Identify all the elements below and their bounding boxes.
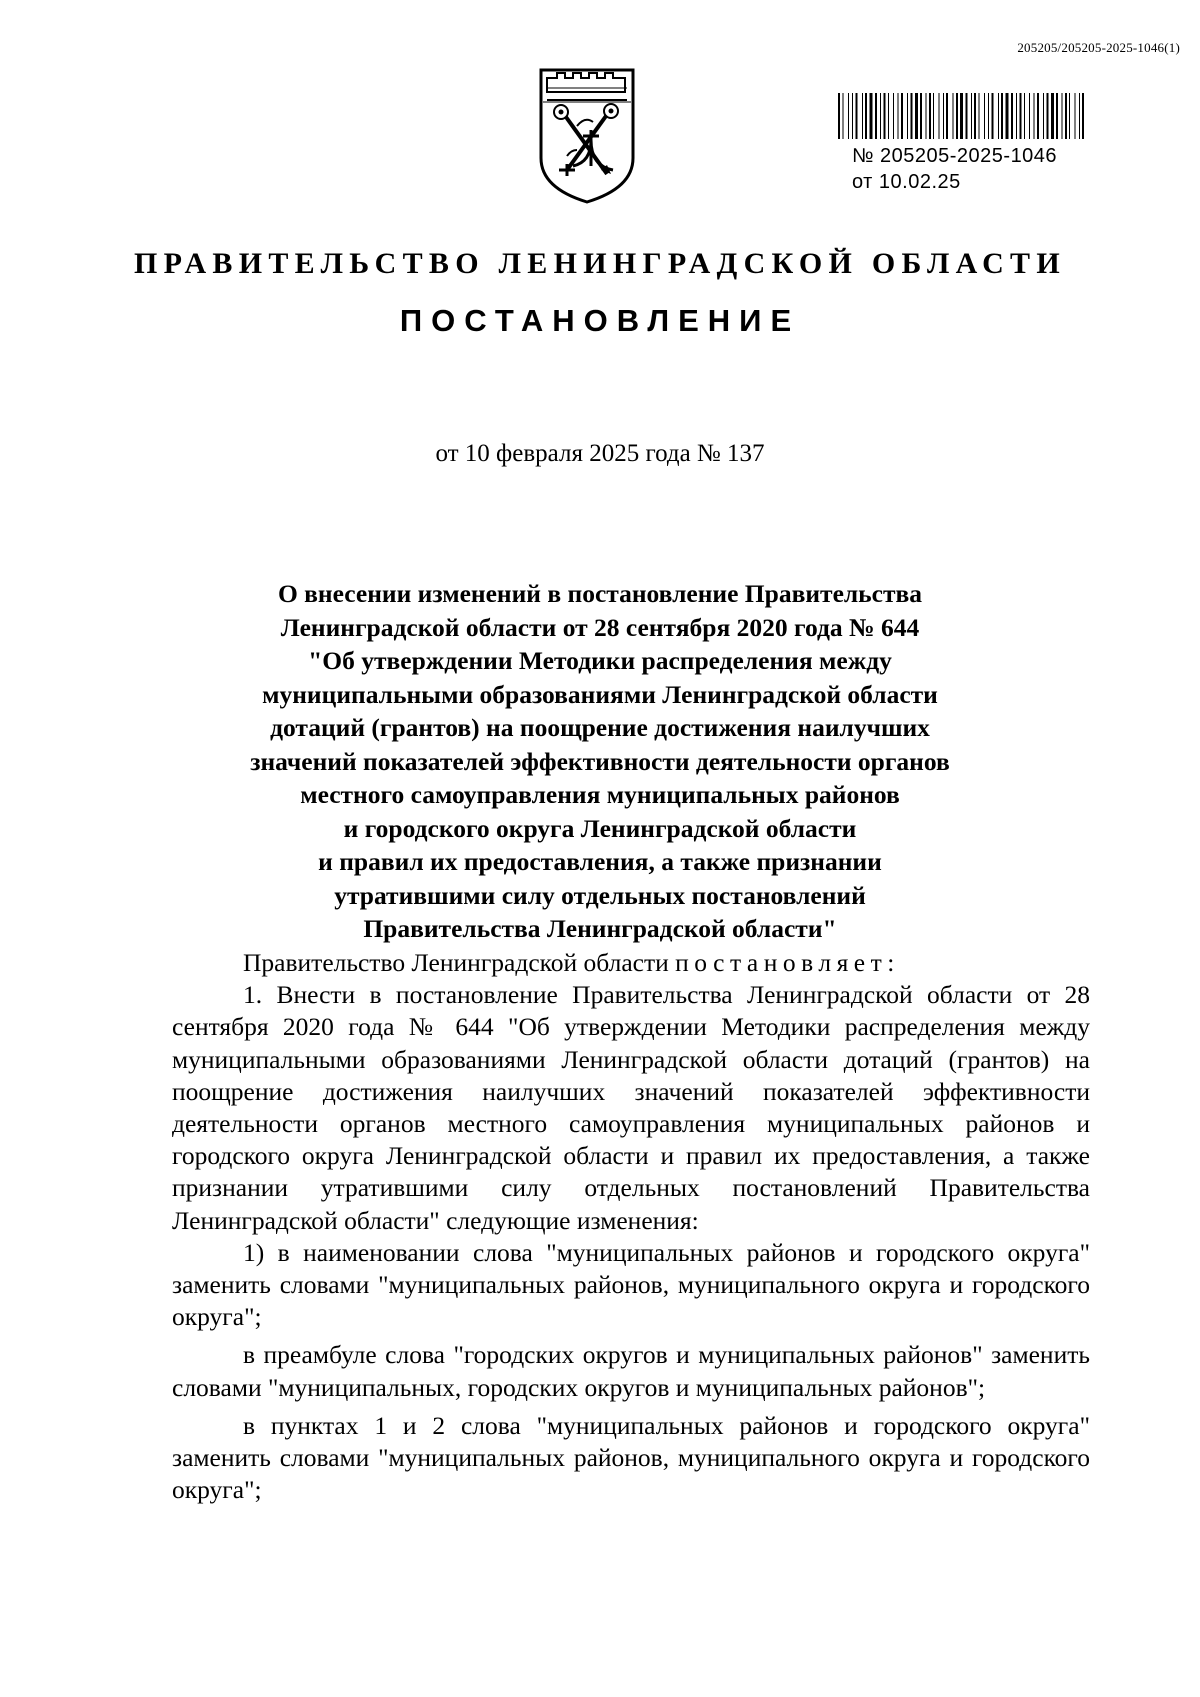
document-id: 205205/205205-2025-1046(1) (1017, 40, 1180, 55)
leningrad-oblast-coat-of-arms-icon (537, 66, 637, 206)
subject-line: и правил их предоставления, а также признании (318, 847, 882, 876)
preamble-verb: постановляет: (675, 948, 900, 977)
barcode-icon (838, 93, 1090, 139)
subject-line: муниципальными образованиями Ленинградской области (262, 679, 938, 709)
registration-date: от 10.02.25 (852, 171, 961, 193)
subject-line: местного самоуправления муниципальных районов (300, 780, 900, 809)
subject-line: и городского округа Ленинградской области (343, 813, 857, 843)
preamble-lead: Правительство Ленинградской области (243, 948, 676, 977)
paragraph-1: 1. Внести в постановление Правительства Ленинградской области от 28 сентября 2020 года № 644 "Об утверждении Методики распределения между муниципальными образованиями Ленинградской области дотаций (грантов) на поощрение достижения наилучших значений показателей эффективности деятельности органов местного самоуправления муниципальных районов и городского округа Ленинградской области и правил их предоставления, а также признании утратившими силу отдельных постановлений Правительства Ленинградской области" следующие изменения: (172, 980, 1090, 1235)
document-subject (170, 577, 1030, 946)
document-kind: ПОСТАНОВЛЕНИЕ (399, 303, 801, 338)
subject-line: О внесении изменений в постановление Правительства (277, 579, 923, 608)
item-2: в преамбуле слова "городских округов и муниципальных районов" заменить словами "муниципальных, городских округов и муниципальных районов"; (172, 1340, 1090, 1402)
government-title: ПРАВИТЕЛЬСТВО ЛЕНИНГРАДСКОЙ ОБЛАСТИ (134, 247, 1066, 280)
item-1: 1) в наименовании слова "муниципальных районов и городского округа" заменить словами "муниципальных районов, муниципального округа и городского округа"; (172, 1237, 1090, 1332)
subject-line: значений показателей эффективности деятельности органов (250, 746, 950, 776)
subject-line: Правительства Ленинградской области" (363, 914, 837, 943)
document-date-number: от 10 февраля 2025 года № 137 (435, 440, 765, 467)
subject-line: Ленинградской области от 28 сентября 2020 года № 644 (280, 612, 920, 642)
registration-number: № 205205-2025-1046 (852, 145, 1058, 167)
registration-stamp (852, 143, 1132, 195)
preamble (172, 947, 1090, 979)
subject-line: дотаций (грантов) на поощрение достижения наилучших (270, 713, 930, 742)
item-3: в пунктах 1 и 2 слова "муниципальных районов и городского округа" заменить словами "муниципальных районов, муниципального округа и городского округа"; (172, 1410, 1090, 1505)
subject-line: "Об утверждении Методики распределения между (308, 646, 892, 675)
document-body (172, 947, 1090, 1512)
subject-line: утратившими силу отдельных постановлений (334, 880, 866, 910)
